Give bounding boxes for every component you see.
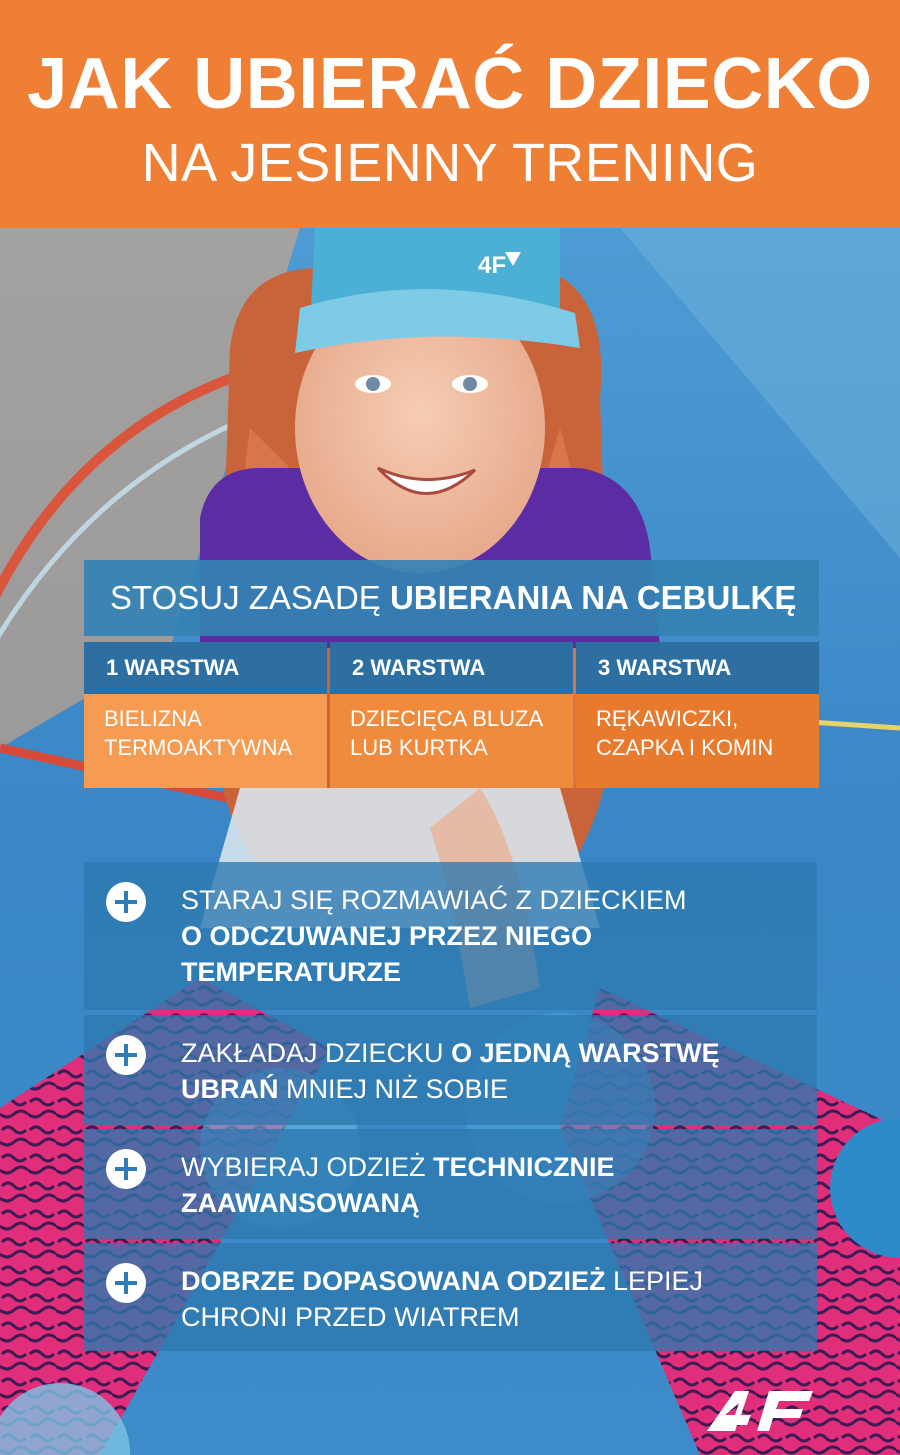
brand-logo [705, 1385, 817, 1435]
layer-line: RĘKAWICZKI, [596, 706, 739, 731]
plus-icon [106, 1263, 146, 1303]
layer-line: BIELIZNA [104, 706, 202, 731]
layer-content [576, 694, 819, 788]
tip-text-bold: TECHNICZNIE ZAAWANSOWANĄ [181, 1152, 615, 1218]
tip-text-light: MNIEJ NIŻ SOBIE [278, 1074, 509, 1104]
rule-title-bold: UBIERANIA NA CEBULKĘ [389, 579, 797, 616]
layer-content [84, 694, 327, 788]
layer-2 [330, 642, 573, 788]
tip-text-bold: O ODCZUWANEJ PRZEZ NIEGO TEMPERATURZE [181, 921, 593, 987]
plus-icon [106, 1035, 146, 1075]
tip-one-layer-less [84, 1015, 817, 1125]
layer-line: CZAPKA I KOMIN [596, 735, 774, 760]
plus-icon [106, 882, 146, 922]
layer-content [330, 694, 573, 788]
tip-text-bold: O JEDNĄ WARSTWĘ UBRAŃ [181, 1038, 720, 1104]
layer-1 [84, 642, 327, 788]
layer-label: 2 WARSTWA [330, 642, 573, 694]
page-title: JAK UBIERAĆ DZIECKO [27, 44, 873, 124]
page-subtitle: NA JESIENNY TRENING [141, 133, 759, 193]
layer-line: TERMOAKTYWNA [104, 735, 293, 760]
tip-text [181, 1149, 797, 1221]
layering-rule-box [84, 560, 819, 788]
tip-text-light: LEPIEJ CHRONI PRZED WIATREM [181, 1266, 704, 1332]
layer-3 [576, 642, 819, 788]
tip-talk-temperature [84, 862, 817, 1010]
tip-text [181, 1263, 797, 1335]
rule-title-light: STOSUJ ZASADĘ [110, 579, 390, 616]
tip-text [181, 882, 797, 990]
layer-label: 1 WARSTWA [84, 642, 327, 694]
layer-label: 3 WARSTWA [576, 642, 819, 694]
plus-icon [106, 1149, 146, 1189]
cap-logo: 4F [478, 252, 507, 279]
tip-well-fitted [84, 1243, 817, 1351]
tip-technical-clothing [84, 1129, 817, 1239]
layer-line: DZIECIĘCA BLUZA [350, 706, 544, 731]
tip-text-light: ZAKŁADAJ DZIECKU [181, 1038, 452, 1068]
logo-text: 4F [705, 1385, 707, 1386]
layer-line: LUB KURTKA [350, 735, 488, 760]
tip-text [181, 1035, 797, 1107]
tip-text-light: STARAJ SIĘ ROZMAWIAĆ Z DZIECKIEM [181, 885, 687, 915]
layers-table [84, 642, 819, 788]
tip-text-light: WYBIERAJ ODZIEŻ [181, 1152, 434, 1182]
header-banner [0, 0, 900, 228]
tip-text-bold: DOBRZE DOPASOWANA ODZIEŻ [181, 1266, 606, 1296]
rule-title [84, 560, 819, 636]
